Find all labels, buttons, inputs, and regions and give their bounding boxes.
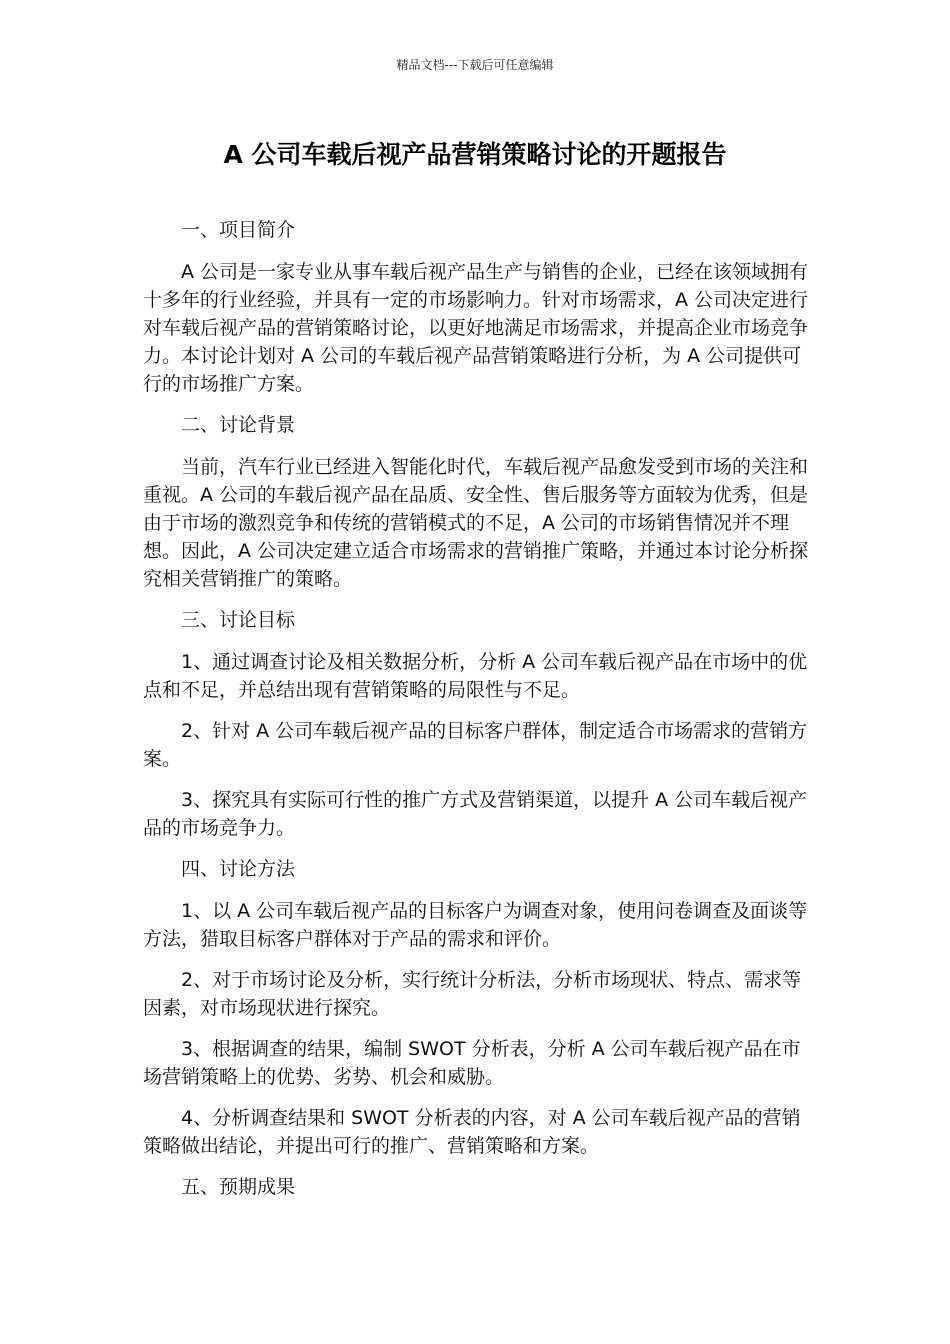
paragraph: 1、通过调查讨论及相关数据分析，分析 A 公司车载后视产品在市场中的优点和不足，并总结出现有营销策略的局限性与不足。 (143, 651, 808, 701)
paragraph: 当前，汽车行业已经进入智能化时代，车载后视产品愈发受到市场的关注和重视。A 公司的车载后视产品在品质、安全性、售后服务等方面较为优秀，但是由于市场的激烈竞争和传统的营销模式的不足，A 公司的市场销售情况并不理想。因此，A 公司决定建立适合市场需求的营销推广策略，并通过本讨论分析探究相关营销推广的策略。 (143, 456, 809, 590)
paragraph: 1、以 A 公司车载后视产品的目标客户为调查对象，使用问卷调查及面谈等方法，猎取目标客户群体对于产品的需求和评价。 (143, 900, 808, 950)
section-heading-methods: 四、讨论方法 (181, 858, 296, 880)
document-body (143, 216, 811, 1215)
paragraph: 3、探究具有实际可行性的推广方式及营销渠道，以提升 A 公司车载后视产品的市场竞争力。 (143, 789, 808, 839)
document-title: A 公司车载后视产品营销策略讨论的开题报告 (223, 140, 727, 169)
section-heading-expected-results: 五、预期成果 (181, 1176, 296, 1198)
paragraph: 2、对于市场讨论及分析，实行统计分析法，分析市场现状、特点、需求等因素，对市场现状进行探究。 (143, 969, 802, 1019)
paragraph: 2、针对 A 公司车载后视产品的目标客户群体，制定适合市场需求的营销方案。 (143, 720, 808, 770)
paragraph: 3、根据调查的结果，编制 SWOT 分析表，分析 A 公司车载后视产品在市场营销策略上的优势、劣势、机会和威胁。 (143, 1038, 801, 1088)
paragraph: A 公司是一家专业从事车载后视产品生产与销售的企业，已经在该领域拥有十多年的行业经验，并具有一定的市场影响力。针对市场需求，A 公司决定进行对车载后视产品的营销策略讨论，以更好地满足市场需求，并提高企业市场竞争力。本讨论计划对 A 公司的车载后视产品营销策略进行分析，为 A 公司提供可行的市场推广方案。 (143, 261, 809, 395)
section-heading-background: 二、讨论背景 (181, 414, 296, 436)
section-heading-goals: 三、讨论目标 (181, 609, 296, 631)
page-header: 精品文档---下载后可任意编辑 (396, 58, 554, 72)
paragraph: 4、分析调查结果和 SWOT 分析表的内容，对 A 公司车载后视产品的营销策略做出结论，并提出可行的推广、营销策略和方案。 (143, 1107, 801, 1157)
section-heading-project-intro: 一、项目简介 (181, 219, 296, 241)
